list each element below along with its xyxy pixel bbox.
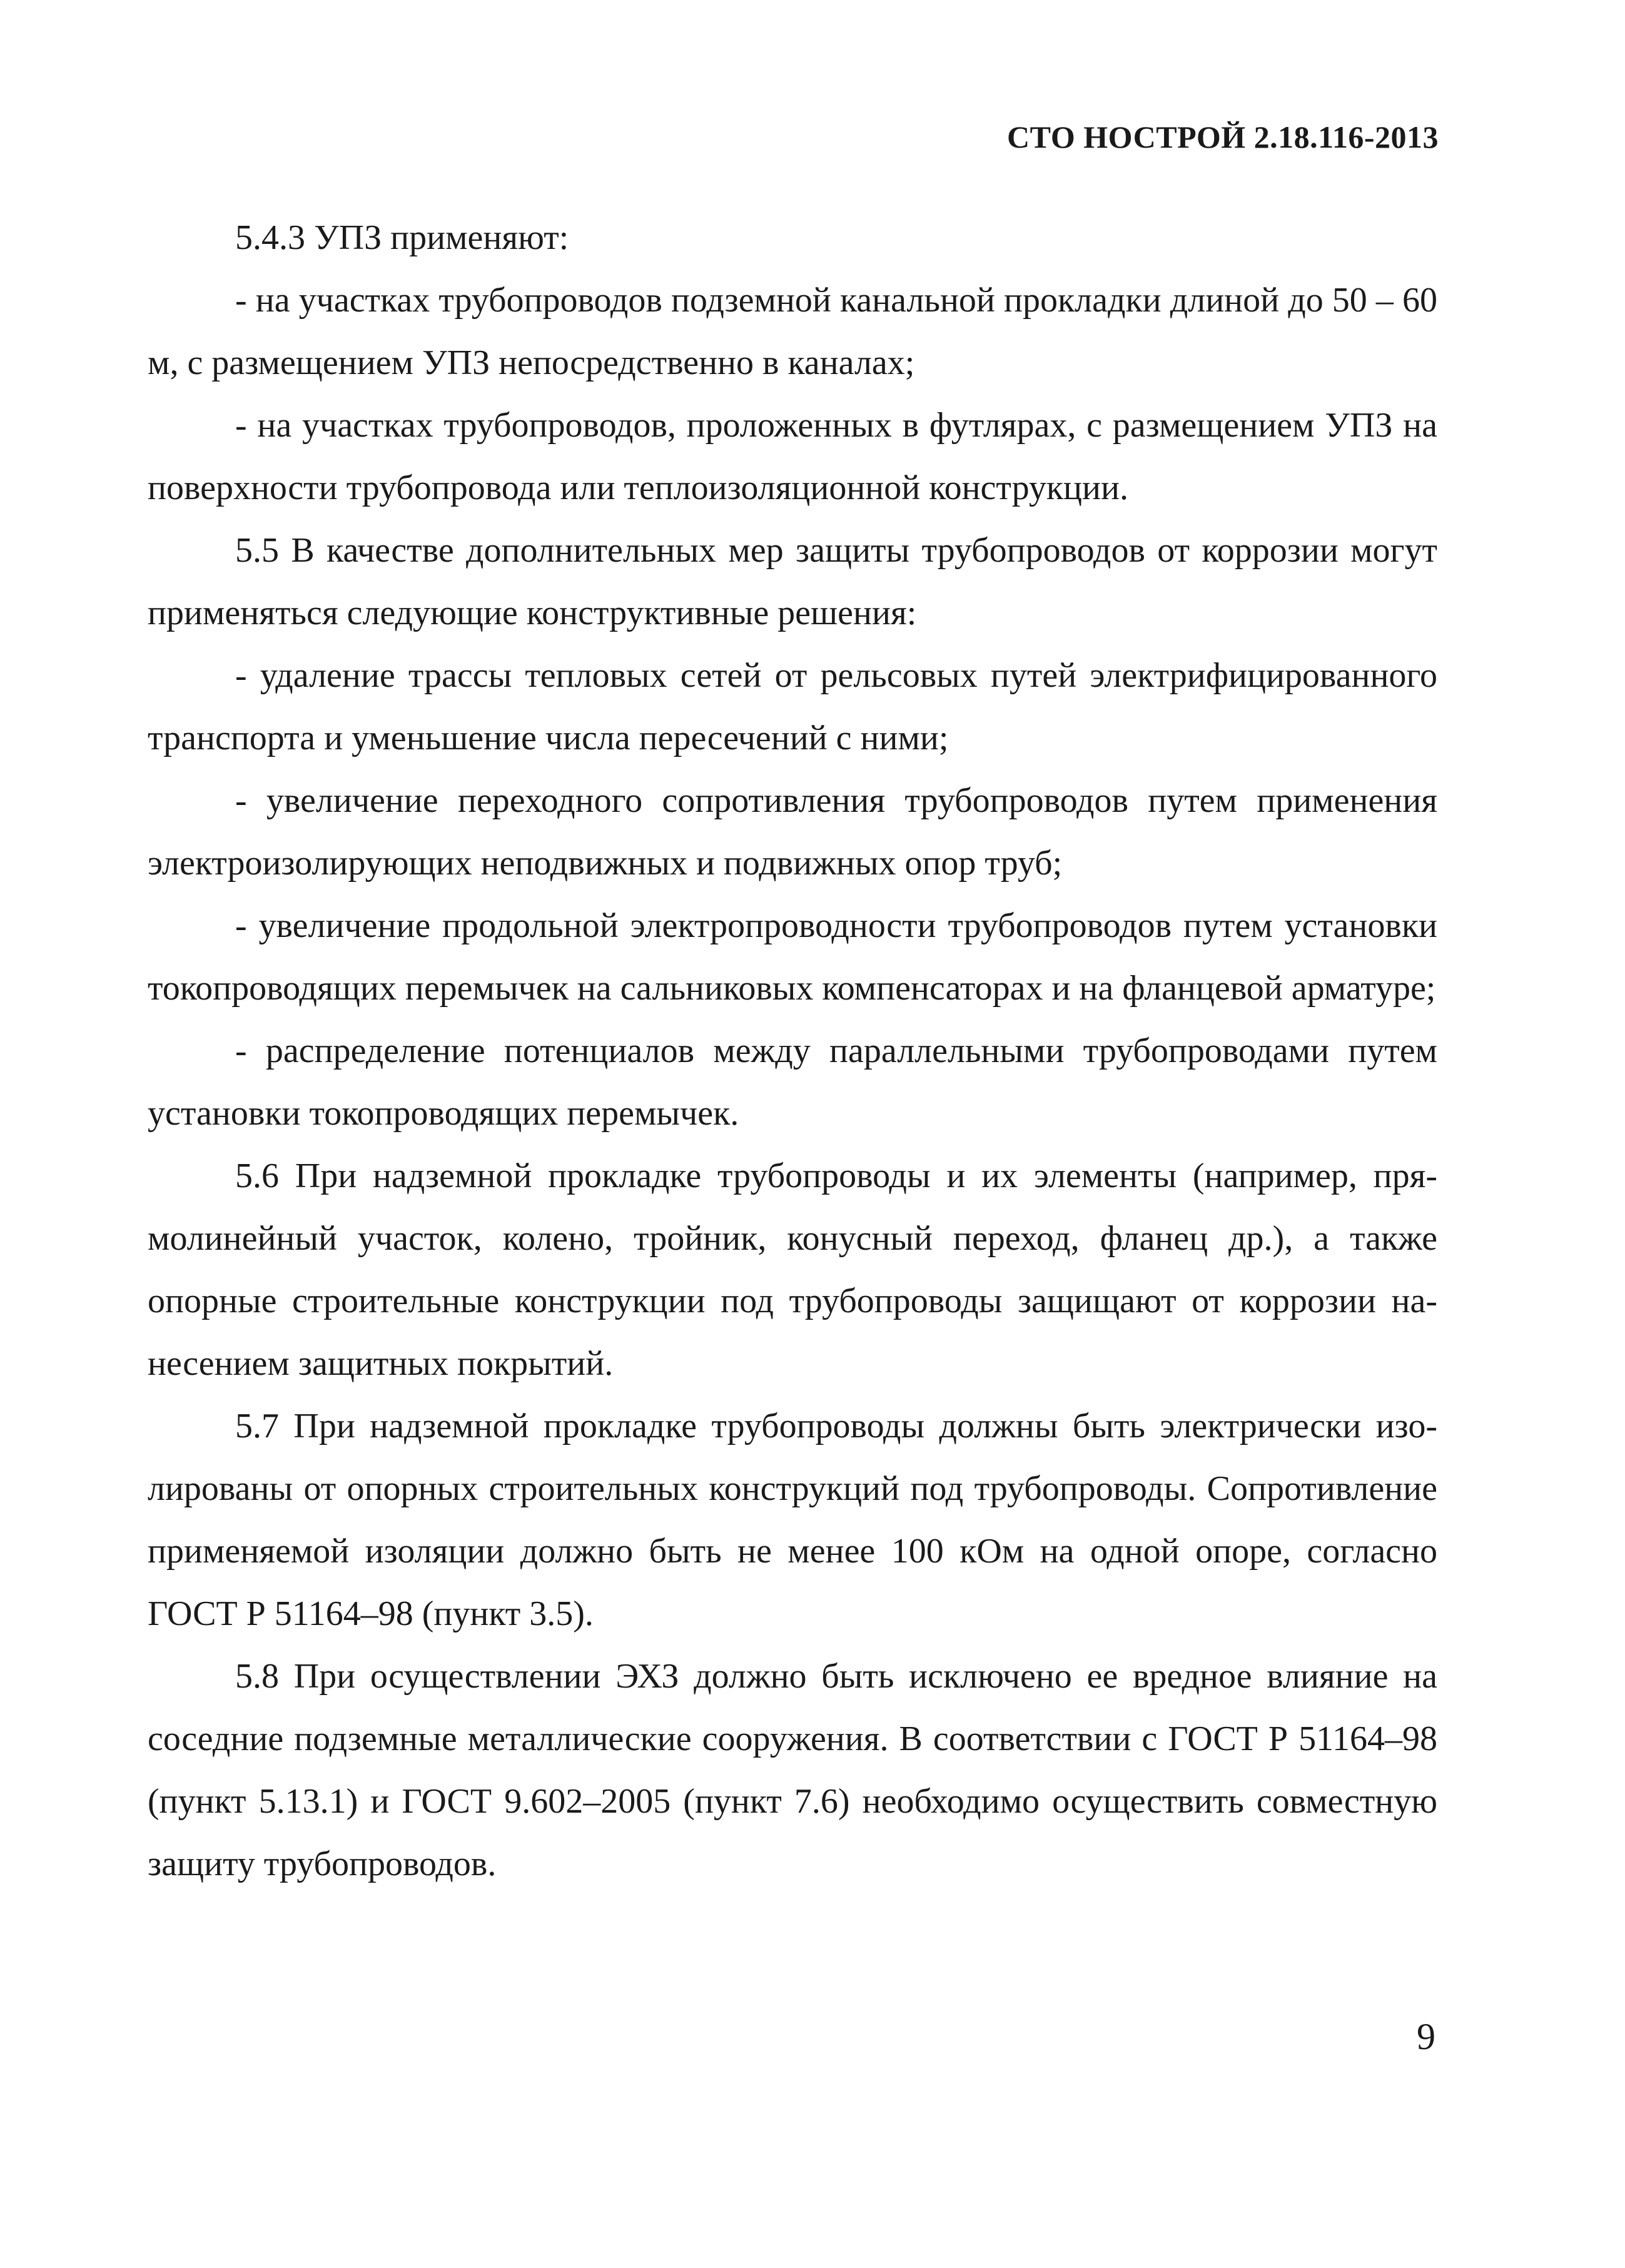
list-item-channel-laying: - на участках трубопроводов подземной канальной прокладки длиной до 50 – 60 м, с размещением УПЗ непосредственно в каналах;: [148, 281, 1437, 382]
paragraph-5-6: 5.6 При надземной прокладке трубопроводы и их элементы (например, прямолинейный участок, колено, тройник, конусный переход, фланец др.), а также опорные строительные конструкции под трубопроводы защищают от коррозии нанесением защитных покрытий.: [148, 1157, 1437, 1383]
paragraph-5-7: 5.7 При надземной прокладке трубопроводы должны быть электрически изолированы от опорных строительных конструкций под трубопроводы. Сопротивление применяемой изоляции должно быть не менее 100 кОм на одной опоре, согласно ГОСТ Р 51164–98 (пункт 3.5).: [148, 1407, 1437, 1633]
document-code-header: СТО НОСТРОЙ 2.18.116-2013: [1007, 119, 1439, 154]
paragraph-5-5: 5.5 В качестве дополнительных мер защиты трубопроводов от коррозии могут применяться следующие конструктивные решения:: [148, 531, 1437, 632]
list-item-potential-distribution: - распределение потенциалов между параллельными трубопроводами путем установки токопроводящих перемычек.: [148, 1031, 1437, 1133]
list-item-longitudinal-conductivity: - увеличение продольной электропроводности трубопроводов путем установки токопроводящих перемычек на сальниковых компенсаторах и на фланцевой арматуре;: [148, 906, 1437, 1008]
list-item-route-removal: - удаление трассы тепловых сетей от рельсовых путей электрифицированного транспорта и уменьшение числа пересечений с ними;: [148, 656, 1437, 757]
paragraph-5-8: 5.8 При осуществлении ЭХЗ должно быть исключено ее вредное влияние на соседние подземные металлические сооружения. В соответствии с ГОСТ Р 51164–98 (пункт 5.13.1) и ГОСТ 9.602–2005 (пункт 7.6) необходимо осуществить совместную защиту трубопроводов.: [148, 1657, 1437, 1883]
list-item-transition-resistance: - увеличение переходного сопротивления трубопроводов путем применения электроизолирующих неподвижных и подвижных опор труб;: [148, 781, 1437, 883]
page-number: 9: [1417, 2016, 1435, 2057]
body-text: [148, 206, 1437, 1895]
list-item-casing-sections: - на участках трубопроводов, проложенных в футлярах, с размещением УПЗ на поверхности трубопровода или теплоизоляционной конструкции.: [148, 406, 1437, 507]
paragraph-5-4-3: 5.4.3 УПЗ применяют:: [235, 218, 569, 257]
